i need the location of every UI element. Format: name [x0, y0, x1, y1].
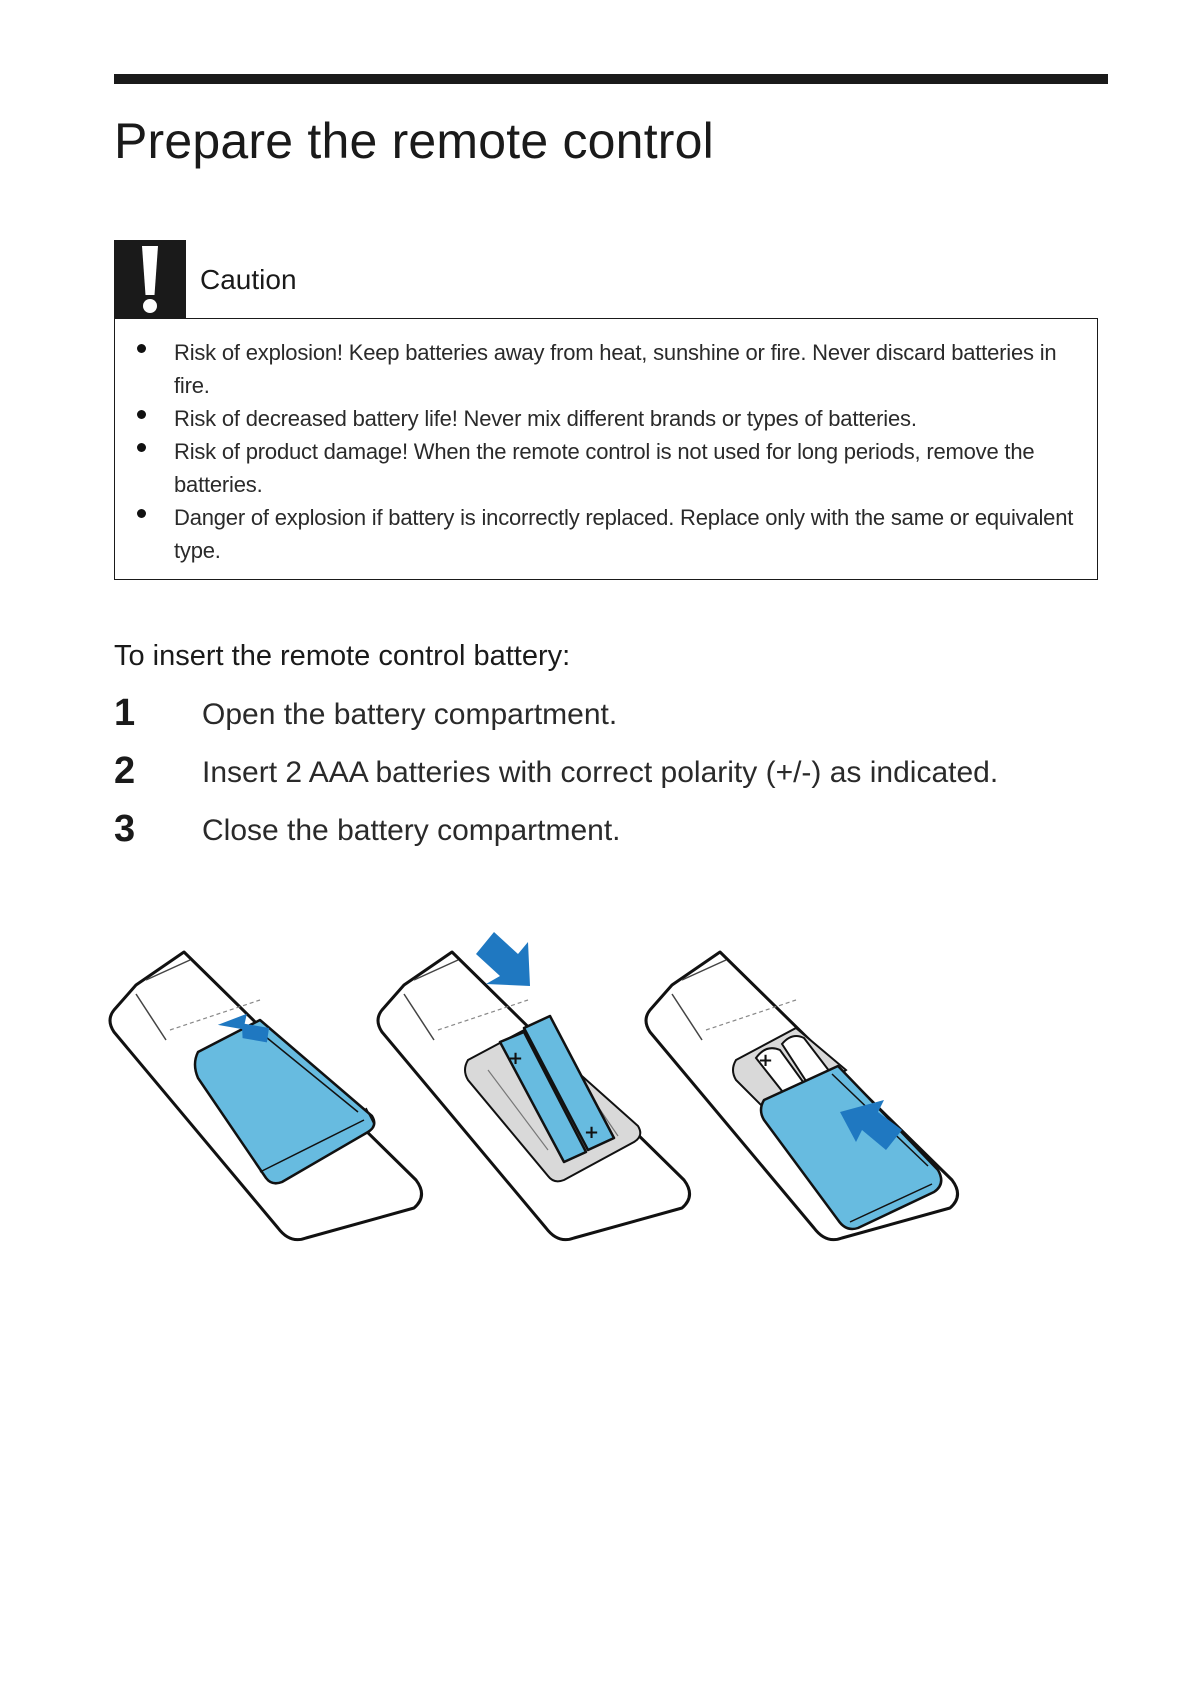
step-text: Insert 2 AAA batteries with correct polarity (+/-) as indicated.	[202, 756, 999, 789]
steps-list	[114, 690, 1094, 864]
caution-box	[114, 318, 1098, 580]
step-item	[114, 748, 1094, 806]
svg-text:+: +	[584, 1122, 600, 1143]
steps-heading: To insert the remote control battery:	[114, 640, 571, 672]
exclamation-icon	[114, 240, 186, 318]
step-number: 2	[114, 750, 136, 792]
step-item	[114, 690, 1094, 748]
svg-text:+: +	[508, 1048, 524, 1069]
step-text: Close the battery compartment.	[202, 814, 621, 847]
caution-list	[115, 319, 1097, 567]
caution-label: Caution	[200, 264, 297, 295]
caution-item: Risk of explosion! Keep batteries away from heat, sunshine or fire. Never discard batteries in fire.	[174, 336, 1077, 402]
close-cover-illustration	[646, 940, 946, 1240]
open-cover-illustration	[110, 940, 410, 1240]
step-number: 1	[114, 692, 136, 734]
svg-text:+: +	[758, 1050, 774, 1071]
caution-item: Risk of decreased battery life! Never mix different brands or types of batteries.	[174, 402, 1077, 435]
arrow-icon	[476, 932, 530, 986]
caution-header	[114, 240, 514, 318]
caution-item: Danger of explosion if battery is incorrectly replaced. Replace only with the same or equivalent type.	[174, 501, 1077, 567]
insert-batteries-illustration	[378, 940, 678, 1240]
caution-item: Risk of product damage! When the remote control is not used for long periods, remove the batteries.	[174, 435, 1077, 501]
top-rule	[114, 74, 1108, 84]
page-title: Prepare the remote control	[114, 113, 714, 169]
battery-illustration	[110, 940, 990, 1240]
step-number: 3	[114, 808, 136, 850]
step-item	[114, 806, 1094, 864]
step-text: Open the battery compartment.	[202, 698, 618, 731]
